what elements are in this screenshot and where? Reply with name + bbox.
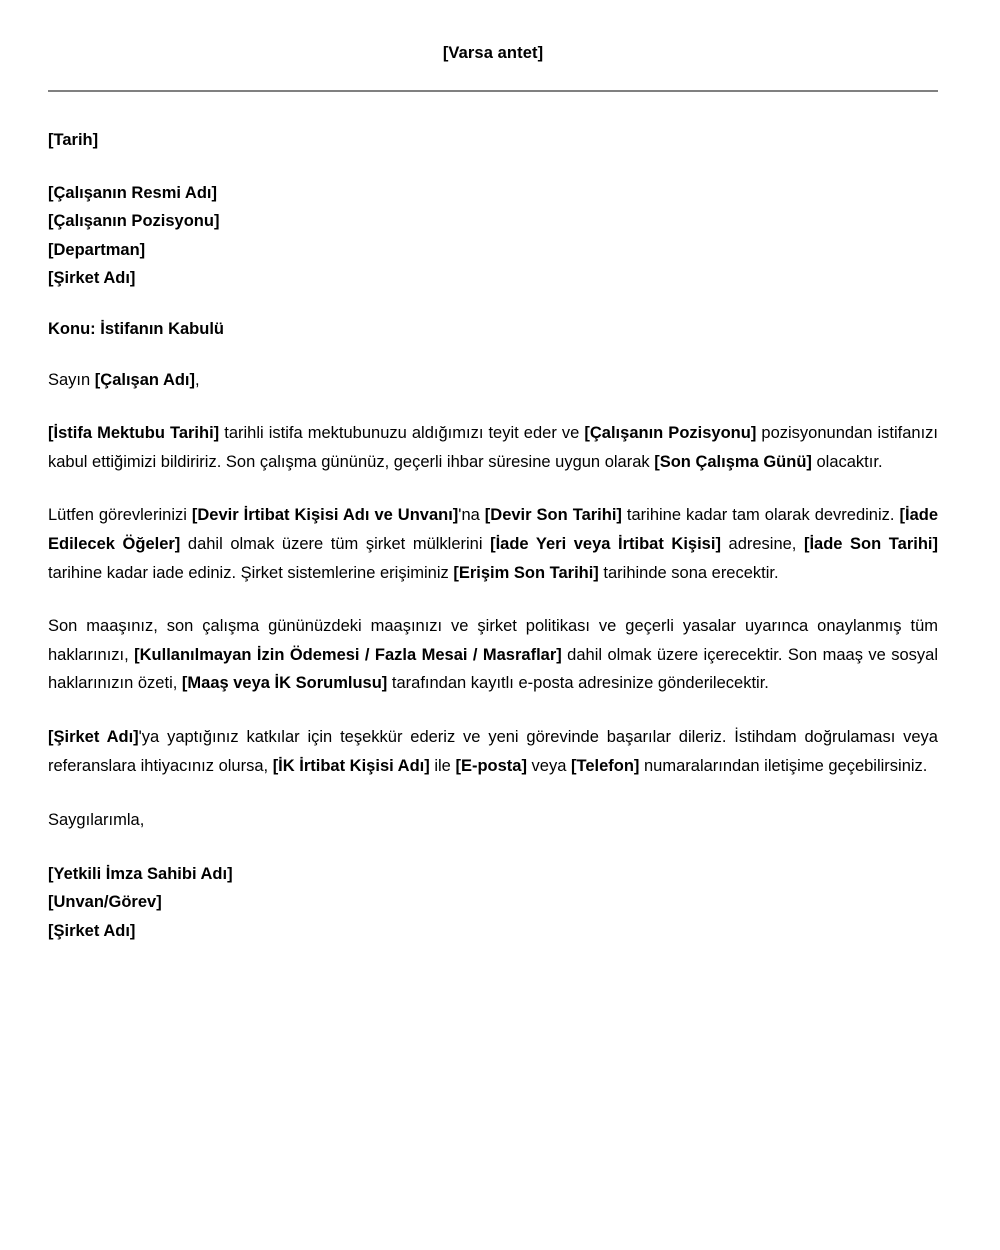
header-divider <box>48 90 938 92</box>
closing: Saygılarımla, <box>48 811 145 830</box>
subject-line: Konu: İstifanın Kabulü <box>48 319 224 338</box>
paragraph-acceptance <box>48 419 938 476</box>
body-text: adresine, <box>720 534 804 553</box>
placeholder-field: [Çalışanın Pozisyonu] <box>584 424 757 443</box>
body-text: numaralarından iletişime geçebilirsiniz. <box>639 756 928 775</box>
body-text: tarihli istifa mektubunuzu aldığımızı teyit eder ve <box>219 424 585 443</box>
body-text: dahil olmak üzere tüm şirket mülklerini <box>180 534 491 553</box>
paragraph-final-pay <box>48 612 938 698</box>
body-text: 'na <box>458 506 485 525</box>
recipient-block <box>48 179 938 293</box>
body-text: ile <box>429 756 456 775</box>
body-text: dahil olmak üzere içerecektir. Son maaş ve sosyal haklarınızın özeti, <box>48 645 938 693</box>
recipient-line: [Şirket Adı] <box>48 269 136 288</box>
placeholder-field: [İade Edilecek Öğeler] <box>48 506 938 553</box>
body-text: tarihine kadar tam olarak devrediniz. <box>621 506 900 525</box>
recipient-line: [Çalışanın Pozisyonu] <box>48 212 220 231</box>
body-text: tarihinde sona erecektir. <box>598 563 779 582</box>
signature-line: [Yetkili İmza Sahibi Adı] <box>48 864 233 883</box>
placeholder-field: [İstifa Mektubu Tarihi] <box>48 424 220 443</box>
recipient-line: [Çalışanın Resmi Adı] <box>48 183 218 202</box>
placeholder-field: [Kullanılmayan İzin Ödemesi / Fazla Mesai / Masraflar] <box>134 645 562 664</box>
placeholder-field: [E-posta] <box>455 756 527 775</box>
salutation-prefix: Sayın <box>48 370 95 389</box>
body-text: Lütfen görevlerinizi <box>48 506 192 525</box>
recipient-line: [Departman] <box>48 240 146 259</box>
placeholder-field: [Maaş veya İK Sorumlusu] <box>181 674 388 693</box>
body-text: tarafından kayıtlı e-posta adresinize gönderilecektir. <box>387 674 769 693</box>
placeholder-field: [Şirket Adı] <box>48 727 139 746</box>
paragraph-handover <box>48 501 938 587</box>
paragraph-thanks-contact <box>48 723 938 780</box>
letter-date: [Tarih] <box>48 131 99 149</box>
salutation <box>48 366 938 395</box>
body-text: Son maaşınız, son çalışma gününüzdeki maaşınızı ve şirket politikası ve geçerli yasalar uyarınca onaylanmış tüm haklarınızı, <box>48 617 938 664</box>
placeholder-field: [İK İrtibat Kişisi Adı] <box>272 756 430 775</box>
placeholder-field: [Erişim Son Tarihi] <box>453 563 599 582</box>
placeholder-field: [İade Son Tarihi] <box>803 534 938 553</box>
body-text: pozisyonundan istifanızı kabul ettiğimizi bildiririz. Son çalışma gününüz, geçerli ihbar süresine uygun olarak <box>48 424 938 471</box>
body-text: veya <box>526 756 571 775</box>
placeholder-field: [İade Yeri veya İrtibat Kişisi] <box>490 534 721 553</box>
body-text: olacaktır. <box>811 452 883 471</box>
placeholder-field: [Son Çalışma Günü] <box>654 452 812 471</box>
salutation-placeholder: [Çalışan Adı] <box>94 370 196 389</box>
salutation-suffix: , <box>195 370 200 389</box>
signature-line: [Şirket Adı] <box>48 921 136 940</box>
body-text: 'ya yaptığınız katkılar için teşekkür ederiz ve yeni görevinde başarılar dileriz. İstihdam doğrulaması veya referanslara ihtiyacınız olursa, <box>48 727 938 775</box>
placeholder-field: [Devir Son Tarihi] <box>484 506 622 525</box>
placeholder-field: [Telefon] <box>570 756 640 775</box>
placeholder-field: [Devir İrtibat Kişisi Adı ve Unvanı] <box>191 506 459 525</box>
body-text: tarihine kadar iade ediniz. Şirket sistemlerine erişiminiz <box>48 563 454 582</box>
signature-line: [Unvan/Görev] <box>48 893 162 912</box>
signature-block <box>48 860 938 946</box>
letterhead: [Varsa antet] <box>442 44 544 62</box>
